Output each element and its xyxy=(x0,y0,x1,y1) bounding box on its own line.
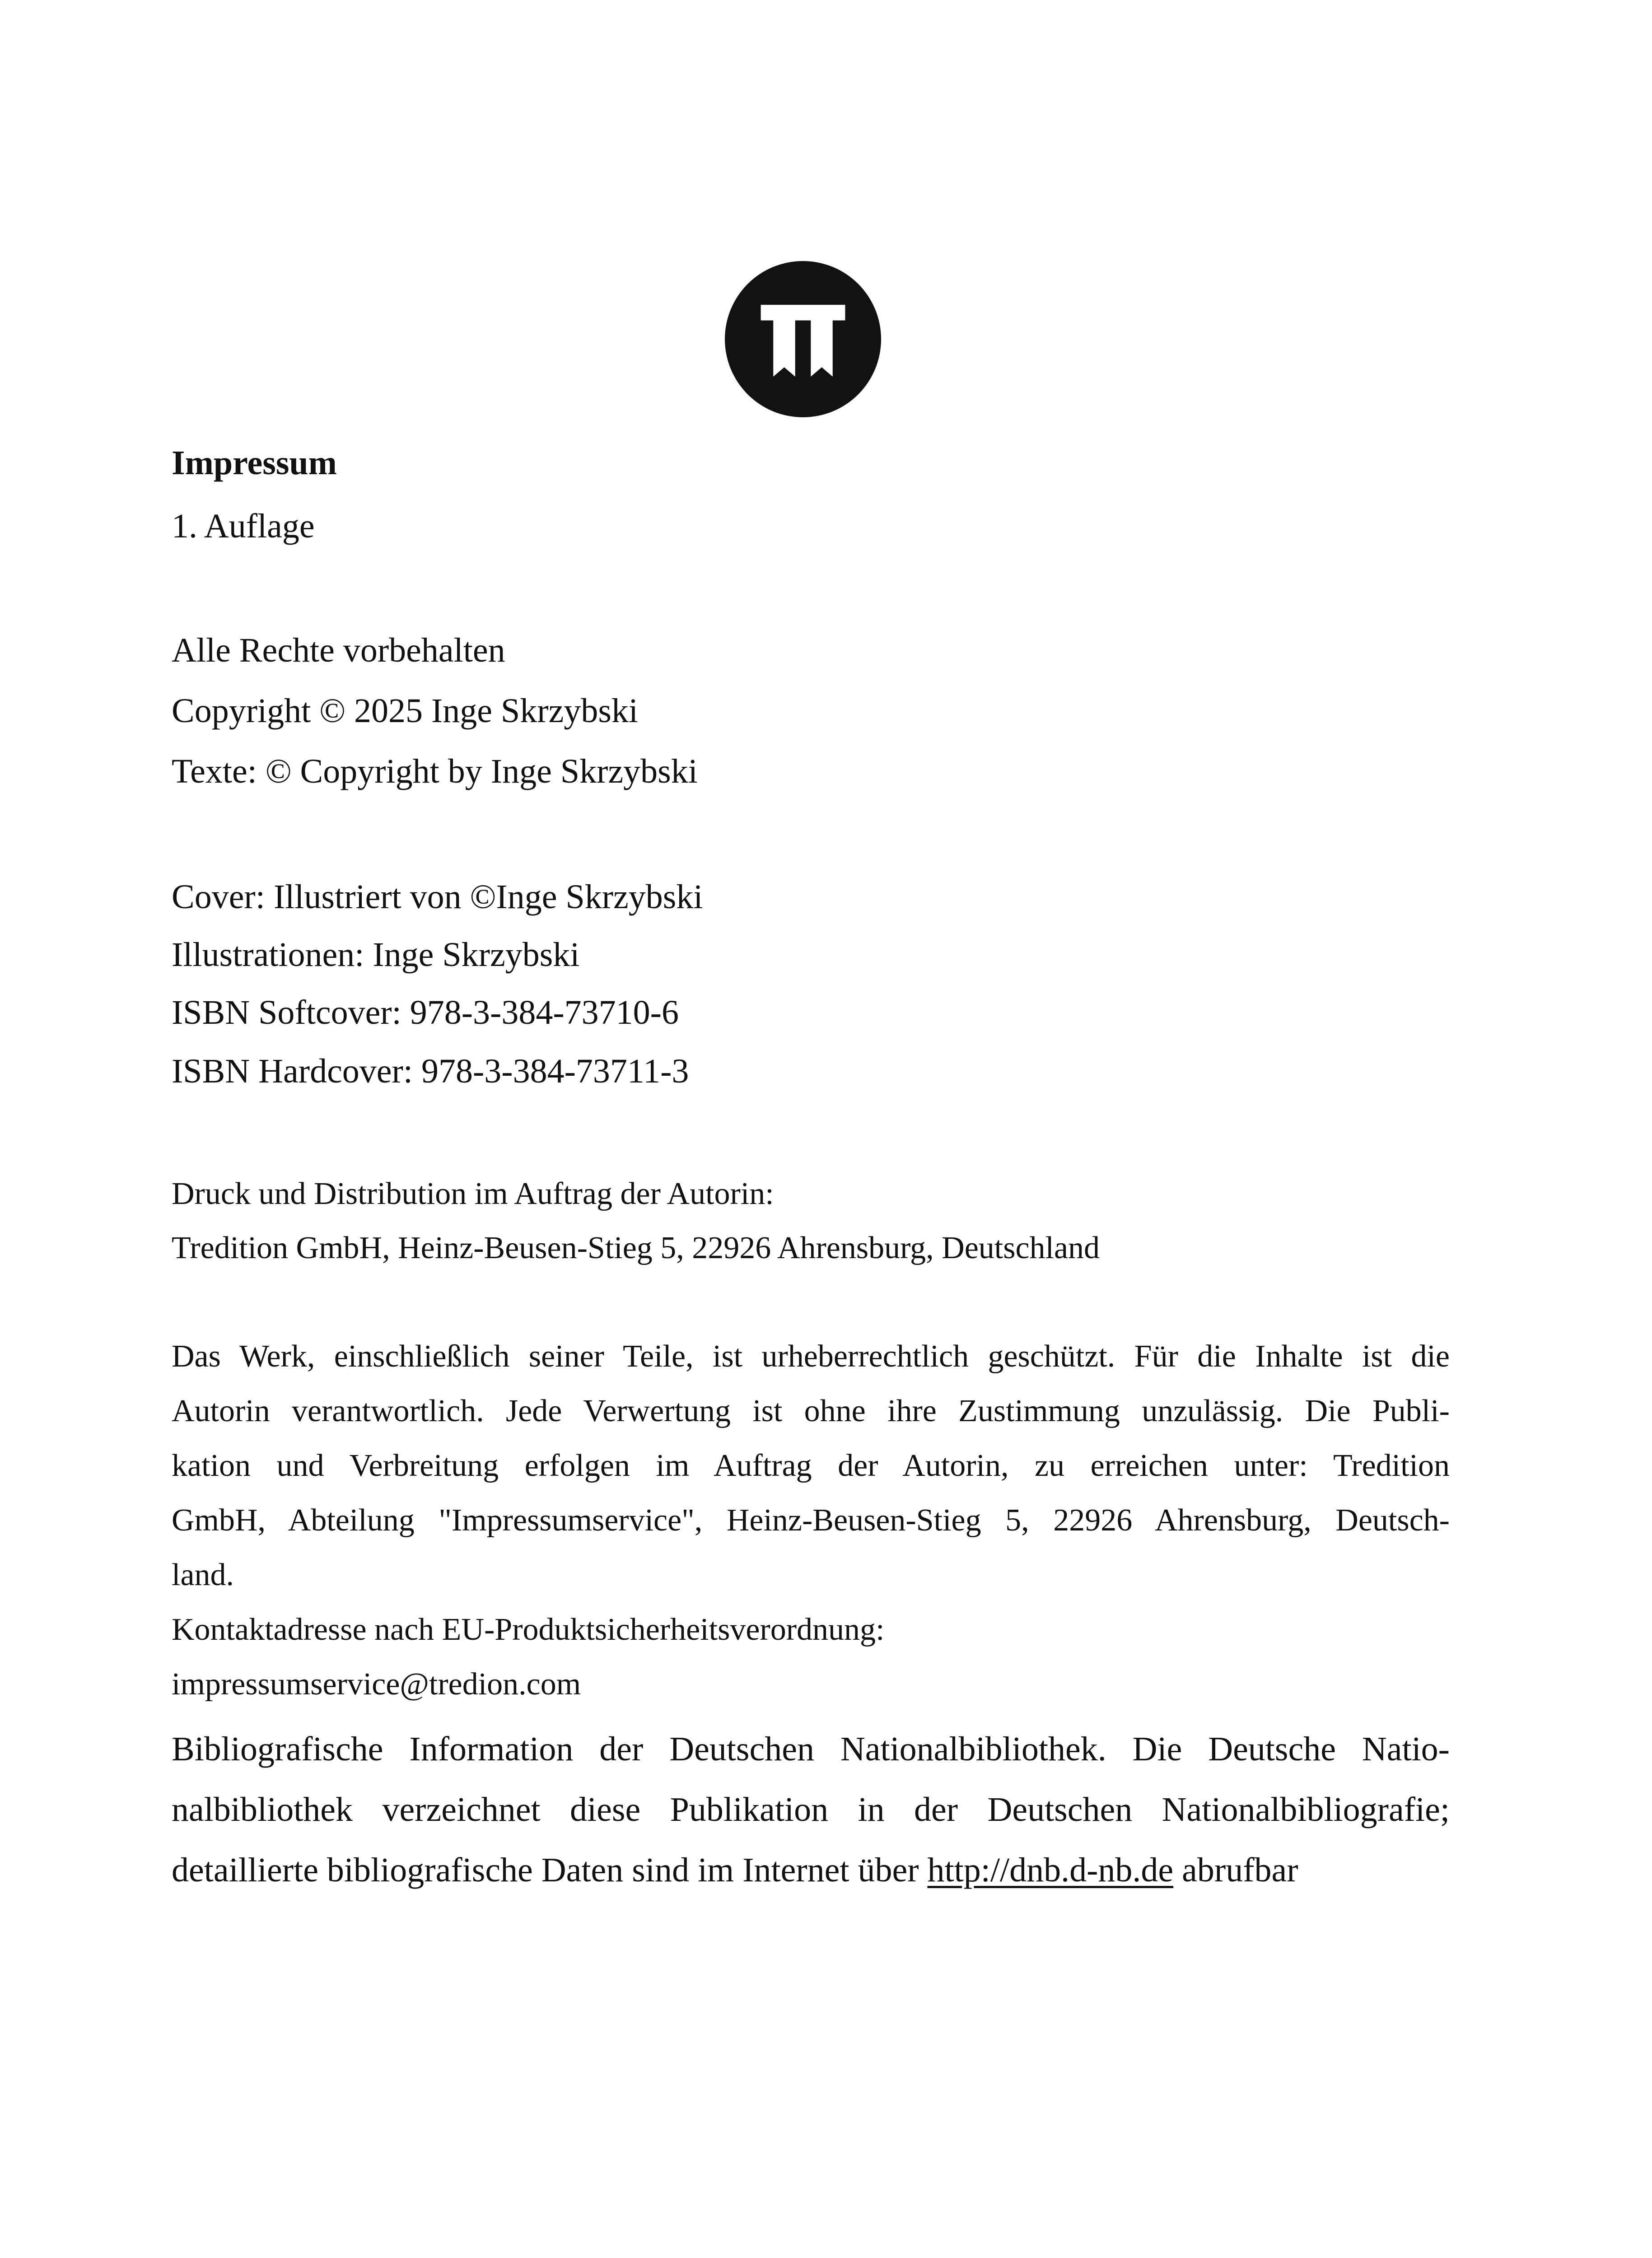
bibliographic-info xyxy=(172,1719,1450,1900)
distribution-address: Tredition GmbH, Heinz-Beusen-Stieg 5, 22926 Ahrensburg, Deutschland xyxy=(172,1231,1100,1265)
texts-copyright-line: Texte: © Copyright by Inge Skrzybski xyxy=(172,752,698,790)
isbn-softcover-line: ISBN Softcover: 978-3-384-73710-6 xyxy=(172,994,679,1031)
rights-line: Alle Rechte vorbehalten xyxy=(172,631,505,669)
biblio-row-prefix: detaillierte bibliografische Daten sind im Internet über xyxy=(172,1851,919,1889)
biblio-row-suffix: abrufbar xyxy=(1182,1851,1298,1889)
legal-row: kation und Verbreitung erfolgen im Auftrag der Autorin, zu erreichen unter: Tredition xyxy=(172,1448,1450,1483)
legal-paragraph xyxy=(172,1329,1450,1712)
illustrations-credit-line: Illustrationen: Inge Skrzybski xyxy=(172,936,580,974)
rights-block xyxy=(172,620,1450,802)
copyright-line: Copyright © 2025 Inge Skrzybski xyxy=(172,692,639,730)
legal-row: land. xyxy=(172,1558,234,1592)
isbn-hardcover-line: ISBN Hardcover: 978-3-384-73711-3 xyxy=(172,1052,689,1090)
biblio-row: nalbibliothek verzeichnet diese Publikation in der Deutschen Nationalbibliografie; xyxy=(172,1791,1450,1829)
biblio-row xyxy=(172,1840,1450,1900)
credits-block xyxy=(172,868,1450,1101)
legal-row: GmbH, Abteilung "Impressumservice", Heinz-Beusen-Stieg 5, 22926 Ahrensburg, Deutsch- xyxy=(172,1503,1450,1538)
cover-credit-line: Cover: Illustriert von ©Inge Skrzybski xyxy=(172,878,703,916)
dnb-link[interactable]: http://dnb.d-nb.de xyxy=(927,1851,1174,1889)
biblio-row: Bibliografische Information der Deutschen Nationalbibliothek. Die Deutsche Natio- xyxy=(172,1730,1450,1768)
contact-label: Kontaktadresse nach EU-Produktsicherheitsverordnung: xyxy=(172,1612,885,1647)
edition-text: 1. Auflage xyxy=(172,507,315,545)
distribution-label: Druck und Distribution im Auftrag der Autorin: xyxy=(172,1176,774,1211)
impressum-heading: Impressum xyxy=(172,444,337,482)
distribution-block xyxy=(172,1167,1450,1275)
legal-row: Das Werk, einschließlich seiner Teile, ist urheberrechtlich geschützt. Für die Inhalte ist die xyxy=(172,1339,1450,1374)
tredition-logo-icon xyxy=(725,261,881,417)
legal-row: Autorin verantwortlich. Jede Verwertung ist ohne ihre Zustimmung unzulässig. Die Publi- xyxy=(172,1394,1450,1428)
contact-email: impressumservice@tredion.com xyxy=(172,1667,581,1702)
publisher-logo xyxy=(725,261,881,417)
